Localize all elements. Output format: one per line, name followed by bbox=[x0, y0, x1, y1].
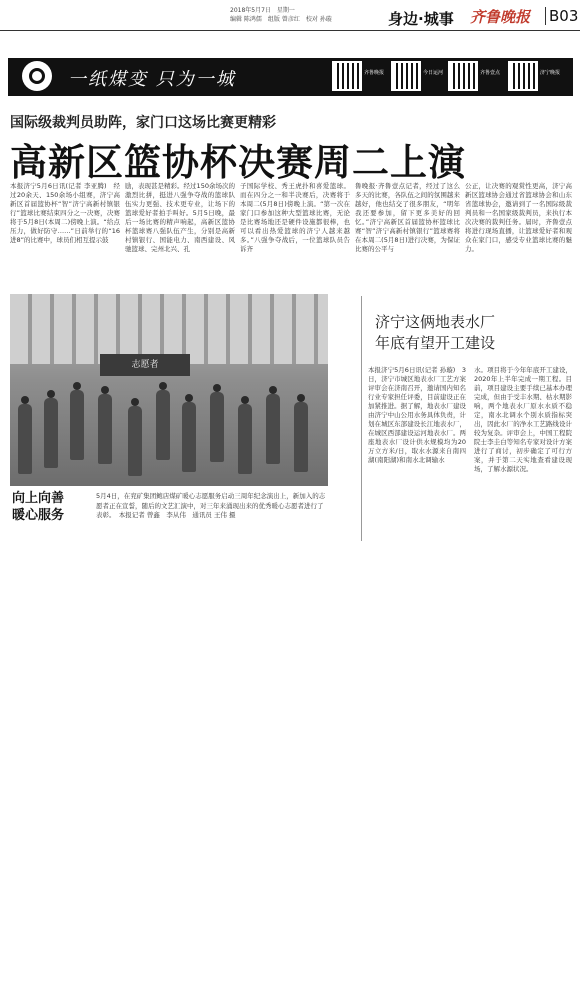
photo-person bbox=[266, 394, 280, 464]
editors-line: 编辑 陈鸿儒 组版 曾彦红 校对 孙璇 bbox=[230, 16, 332, 23]
newspaper-logo: 齐鲁晚报 bbox=[470, 8, 531, 26]
qr-code-icon bbox=[450, 63, 476, 89]
photo-person bbox=[294, 402, 308, 472]
article2-title-line: 济宁这俩地表水厂 bbox=[375, 313, 496, 331]
banner-slogan: 一纸煤变 只为一城 bbox=[68, 69, 236, 90]
qr-label: 今日运河 bbox=[423, 70, 444, 76]
qr-code-icon bbox=[393, 63, 419, 89]
news-photo bbox=[10, 294, 328, 486]
qr-code-icon bbox=[334, 63, 360, 89]
article-column: 本报济宁5月6日讯(记者 孙璇) 3日，济宁市城区地表水厂工艺方案评审会在济南召开，邀请国内知名行业专家担任评委，目前建设正在加紧推进。据了解，地表水厂建设由济宁中山公用水务具体负责，计划在城区东部建设长江地表水厂，在城区西部建设运河地表水厂。两座地表水厂设计供水规模均为20万立方米/日，取水水源来自南四湖(南阳湖)和南水北调输水 bbox=[368, 366, 466, 464]
photo-person bbox=[44, 398, 58, 468]
article-column: 本报济宁5月6日讯(记者 李亚腾) 经过20余天、150余场小组赛，济宁高新区首届篮协杯“智”济宁高新村镇银行”篮球比赛结束四分之一决赛，决赛将于5月8日(本周二)傍晚上演。“给点压力，做好防守……”日前举行的“16进8”的比赛中，球员们相互提示鼓 bbox=[10, 182, 120, 244]
header-meta bbox=[230, 6, 332, 24]
page-number: B03 bbox=[545, 7, 578, 25]
article-column: 子国际学校、秀王虎扑和喜爱篮球。而在四分之一和半决赛后，决赛将于本周二(5月8日)傍晚上演。“第一次在家门口参加这种大型篮球比赛，无论是比赛场地还是硬件设施都很棒，也可以看出热爱篮球的济宁人越来越多。”八强争夺战后，一位篮球队员告诉齐 bbox=[240, 182, 350, 253]
logo-icon bbox=[22, 61, 52, 91]
column-divider bbox=[361, 296, 362, 541]
photo-caption-text: 5月4日，在兖矿集团鲍店煤矿暖心志愿服务启动三周年纪念演出上，新加入的志愿者正在宣誓，随后的文艺汇演中，对三年来涌现出来的优秀暖心志愿者进行了表彰。 本报记者 曾鑫 李从伟 通讯员 王伟 摄 bbox=[96, 492, 326, 519]
qr-label: 齐鲁壹点 bbox=[480, 70, 501, 76]
section-name: 身边·城事 bbox=[388, 10, 454, 28]
photo-person bbox=[18, 404, 32, 474]
photo-person bbox=[210, 392, 224, 462]
qr-label: 济宁晚报 bbox=[540, 70, 561, 76]
photo-person bbox=[128, 406, 142, 476]
date-line: 2018年5月7日 星期一 bbox=[230, 7, 295, 14]
promo-banner bbox=[8, 58, 573, 96]
qr-code-icon bbox=[510, 63, 536, 89]
article2-title bbox=[375, 312, 495, 354]
photo-sign: 志愿者 bbox=[100, 354, 190, 376]
photo-person bbox=[238, 404, 252, 474]
article-kicker: 国际级裁判员助阵，家门口这场比赛更精彩 bbox=[10, 115, 276, 131]
article-column: 鲁晚报·齐鲁壹点记者，经过了这么多天的比赛，各队伍之间的氛围越来越好，他也结交了很多朋友，“明年我还要参加，留下更多美好的回忆。”济宁高新区首届篮协杯篮球比赛“智”济宁高新村镇银行”篮球赛将在本周二(5月8日)进行决赛，为保证比赛的公平与 bbox=[355, 182, 460, 253]
photo-person bbox=[98, 394, 112, 464]
article-column: 水。项目将于今年年底开工建设，2020年上半年完成一期工程。目前，项目建设主要手续已基本办理完成，但由于受丰水期、枯水期影响，两个地表水厂原水水质不稳定，南水北调水个别水质指标突出，因此水厂的净水工艺路线设计较为复杂。评审会上，中国工程院院士李圭白等知名专家对设计方案进行了商讨，初步确定了可行方案，并于第二天实地查看建设现场，了解水源状况。 bbox=[474, 366, 572, 473]
photo-person bbox=[70, 390, 84, 460]
photo-person bbox=[156, 390, 170, 460]
article-column: 公正，让决赛的观赏性更高，济宁高新区篮球协会通过省篮球协会和山东省篮球协会，邀请到了一名国际级裁判员和一名国家级裁判员，来执行本次决赛的裁判任务。届时，齐鲁壹点将进行现场直播，让篮球爱好者和观众在家门口，感受专业篮球比赛的魅力。 bbox=[465, 182, 572, 253]
article2-title-line: 年底有望开工建设 bbox=[375, 334, 496, 352]
article-column: 励，表现甚是精彩。经过150余场次的激烈比拼，挺进八强争夺战的篮球队伍实力更强、技术更专业，让场下的篮球爱好者拍手叫好。5月5日晚，最后一场比赛的精声响起，高新区篮协杯篮球赛八强队伍产生，分别是高新村镇银行、国能电力、南西建设、风驰篮球、完州北兴、孔 bbox=[125, 182, 235, 253]
qr-label: 齐鲁晚报 bbox=[364, 70, 385, 76]
header-divider bbox=[0, 30, 580, 31]
article-headline: 高新区篮协杯决赛周二上演 bbox=[10, 141, 466, 184]
photo-caption-title: 向上向善 暖心服务 bbox=[12, 491, 65, 523]
photo-person bbox=[182, 402, 196, 472]
